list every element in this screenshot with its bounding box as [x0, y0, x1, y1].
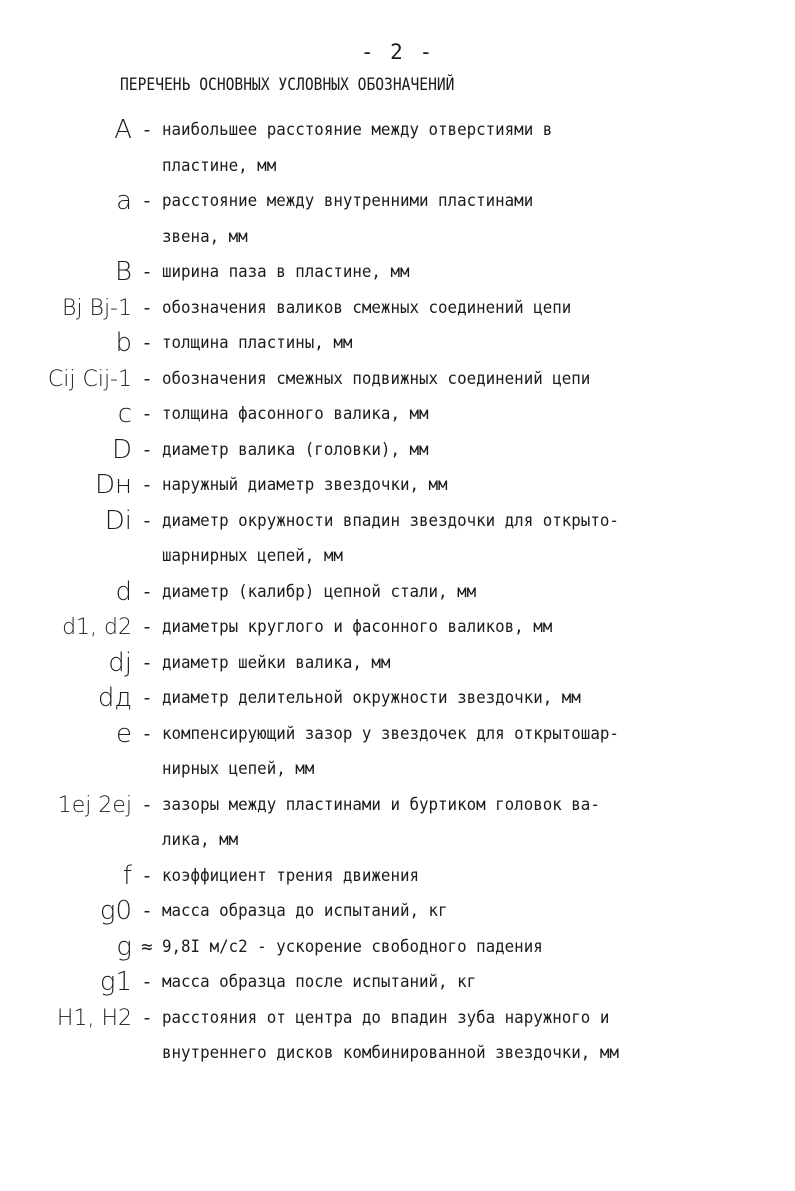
symbol: 1ej 2ej [57, 792, 132, 818]
symbol-entry [0, 859, 795, 895]
symbol-dash: - [141, 367, 153, 390]
symbol: Bj Bj-1 [62, 295, 132, 321]
symbol-dash: - [141, 119, 153, 141]
description-line: компенсирующий зазор у звездочек для открытошар- [162, 723, 619, 744]
page-title: ПЕРЕЧЕНЬ ОСНОВНЫХ УСЛОВНЫХ ОБОЗНАЧЕНИЙ [120, 75, 455, 95]
symbol-dash: - [141, 687, 153, 709]
symbol-dash: - [141, 190, 153, 212]
symbol: d1, d2 [62, 615, 132, 640]
symbol: f [122, 860, 132, 891]
description-line: диаметр делительной окружности звездочки, мм [162, 688, 581, 708]
symbol-entry [0, 681, 795, 717]
symbol-entry [0, 1001, 795, 1072]
symbol-description [158, 575, 762, 611]
symbol-description [158, 610, 762, 646]
symbol-entry [0, 894, 795, 930]
symbol-description [158, 681, 762, 717]
symbol-description [158, 504, 762, 575]
page-number: - 2 - [360, 40, 435, 64]
symbol-dash: - [141, 864, 153, 887]
symbol: g1 [99, 967, 132, 997]
symbol-description [158, 362, 762, 398]
symbol-description [158, 1001, 762, 1072]
symbol-entry [0, 575, 795, 611]
symbol-dash: - [141, 793, 153, 816]
symbol: H1, H2 [56, 1005, 132, 1031]
description-line: пластине, мм [162, 155, 277, 176]
symbol-entry [0, 326, 795, 362]
description-line: лика, мм [162, 830, 239, 850]
symbol: b [115, 328, 132, 358]
description-line: диаметр валика (головки), мм [162, 439, 429, 460]
symbol-entry [0, 504, 795, 575]
symbol-entry [0, 255, 795, 291]
symbol: B [114, 257, 132, 287]
description-line: расстояние между внутренними пластинами [162, 191, 534, 211]
symbol-description [158, 433, 762, 469]
description-line: диаметр (калибр) цепной стали, мм [162, 581, 477, 602]
symbol-description [158, 113, 762, 184]
symbol-dash: - [141, 900, 153, 922]
symbol-dash: ≈ [141, 935, 153, 958]
description-line: звена, мм [162, 226, 248, 247]
symbol-description [158, 397, 762, 433]
symbol-description [158, 468, 762, 504]
symbol-dash: - [141, 474, 153, 496]
symbol-entry [0, 965, 795, 1001]
symbol-entry [0, 362, 795, 398]
symbol: Di [104, 505, 132, 536]
symbol: d [115, 576, 132, 607]
symbol-description [158, 184, 762, 255]
description-line: наружный диаметр звездочки, мм [162, 475, 448, 495]
symbol-description [158, 930, 762, 966]
symbol-entry [0, 646, 795, 682]
description-line: обозначения смежных подвижных соединений цепи [162, 368, 591, 389]
symbol-description [158, 859, 762, 895]
symbol-description [158, 965, 762, 1001]
description-line: обозначения валиков смежных соединений цепи [162, 297, 572, 318]
description-line: нирных цепей, мм [162, 759, 315, 779]
description-line: толщина пластины, мм [162, 333, 353, 353]
symbol-dash: - [141, 296, 153, 319]
description-line: толщина фасонного валика, мм [162, 404, 429, 424]
symbol: dj [108, 647, 132, 678]
symbol: Cij Cij-1 [47, 366, 132, 392]
symbol-dash: - [141, 616, 153, 638]
symbol-entry [0, 468, 795, 504]
symbol-dash: - [141, 651, 153, 674]
symbol-dash: - [141, 722, 153, 745]
symbol-entry [0, 930, 795, 966]
description-line: шарнирных цепей, мм [162, 546, 343, 566]
description-line: внутреннего дисков комбинированной звездочки, мм [162, 1043, 619, 1063]
description-line: наибольшее расстояние между отверстиями в [162, 120, 553, 140]
symbol: g [116, 931, 132, 962]
symbol-description [158, 894, 762, 930]
symbol-dash: - [141, 438, 153, 461]
symbol-entry [0, 788, 795, 859]
symbol-dash: - [141, 403, 153, 425]
description-line: диаметры круглого и фасонного валиков, мм [162, 617, 553, 637]
description-line: масса образца после испытаний, кг [162, 972, 477, 992]
symbol-entry [0, 113, 795, 184]
symbol-dash: - [141, 332, 153, 354]
symbol-entry [0, 717, 795, 788]
symbol-description [158, 717, 762, 788]
symbol-description [158, 255, 762, 291]
description-line: коэффициент трения движения [162, 865, 419, 886]
symbol-description [158, 646, 762, 682]
description-line: диаметр шейки валика, мм [162, 652, 391, 673]
symbol-entry [0, 397, 795, 433]
symbol: e [116, 718, 132, 749]
symbol-entry [0, 291, 795, 327]
symbol-entry [0, 184, 795, 255]
symbol-description [158, 788, 762, 859]
symbol-dash: - [141, 509, 153, 532]
symbol: dд [97, 683, 132, 713]
symbol: Dн [94, 470, 132, 500]
description-line: диаметр окружности впадин звездочки для открыто- [162, 510, 619, 531]
symbol-description [158, 291, 762, 327]
symbol-dash: - [141, 1006, 153, 1029]
description-line: 9,8I м/с2 - ускорение свободного падения [162, 936, 543, 957]
symbol-dash: - [141, 261, 153, 283]
symbol-list [0, 113, 795, 1072]
symbol-entry [0, 433, 795, 469]
symbol: a [116, 186, 132, 216]
symbol: g0 [99, 896, 132, 926]
symbol: A [114, 115, 132, 145]
symbol: D [111, 434, 132, 465]
description-line: зазоры между пластинами и буртиком головок ва- [162, 794, 600, 815]
symbol-dash: - [141, 580, 153, 603]
description-line: масса образца до испытаний, кг [162, 901, 448, 921]
symbol-description [158, 326, 762, 362]
symbol: c [117, 399, 132, 429]
description-line: расстояния от центра до впадин зуба наружного и [162, 1007, 610, 1028]
symbol-entry [0, 610, 795, 646]
description-line: ширина паза в пластине, мм [162, 262, 410, 282]
symbol-dash: - [141, 971, 153, 993]
